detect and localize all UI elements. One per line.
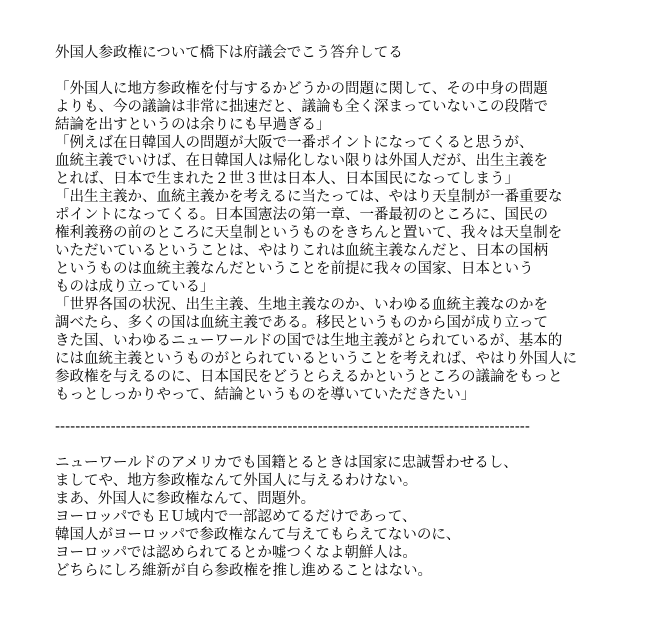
quote-line: 「世界各国の状況、出生主義、生地主義なのか、いわゆる血統主義なのかを xyxy=(55,297,548,313)
comment-line: ましてや、地方参政権なんて外国人に与えるわけない。 xyxy=(55,473,418,489)
separator-line: ---------------------------------------------------------------------------------------------- xyxy=(55,419,530,435)
comment-line: まあ、外国人に参政権なんて、問題外。 xyxy=(55,491,316,507)
quote-line: 結論を出すというのは余りにも早過ぎる」 xyxy=(55,117,331,133)
quoted-answer xyxy=(55,80,665,404)
quote-line: よりも、今の議論は非常に拙速だと、議論も全く深まっていないこの段階で xyxy=(55,99,548,115)
quote-line: 血統主義でいけば、在日韓国人は帰化しない限りは外国人だが、出生主義を xyxy=(55,153,548,169)
quote-line: 参政権を与えるのに、日本国民をどうとらえるかというところの議論をもっと xyxy=(55,369,563,385)
comment-line: ヨーロッパでもＥＵ域内で一部認めてるだけであって、 xyxy=(55,509,417,525)
comment-line: ニューワールドのアメリカでも国籍とるときは国家に忠誠誓わせるし、 xyxy=(55,455,518,471)
quote-line: 「例えば在日韓国人の問題が大阪で一番ポイントになってくると思うが、 xyxy=(55,135,534,151)
post-heading: 外国人参政権について橋下は府議会でこう答弁してる xyxy=(55,45,403,61)
quote-line: ものは成り立っている」 xyxy=(55,279,215,295)
post-body xyxy=(55,44,665,580)
comment-line: ヨーロッパでは認められてるとか嘘つくなよ朝鮮人は。 xyxy=(55,545,417,561)
quote-line: 「出生主義か、血統主義かを考えるに当たっては、やはり天皇制が一番重要な xyxy=(55,189,563,205)
quote-line: とれば、日本で生まれた２世３世は日本人、日本国民になってしまう」 xyxy=(55,171,519,187)
comment-line: 韓国人がヨーロッパで参政権なんて与えてもらえてないのに、 xyxy=(55,527,461,543)
quote-line: には血統主義というものがとられているということを考えれば、やはり外国人に xyxy=(55,351,577,367)
quote-line: きた国、いわゆるニューワールドの国では生地主義がとられているが、基本的 xyxy=(55,333,563,349)
comment-line: どちらにしろ維新が自ら参政権を推し進めることはない。 xyxy=(55,563,432,579)
quote-line: いただいているということは、やはりこれは血統主義なんだと、日本の国柄 xyxy=(55,243,548,259)
commentary xyxy=(55,454,665,580)
quote-line: 調べたら、多くの国は血統主義である。移民というものから国が成り立って xyxy=(55,315,548,331)
quote-line: 権利義務の前のところに天皇制というものをきちんと置いて、我々は天皇制を xyxy=(55,225,563,241)
blank-line xyxy=(55,62,665,80)
blank-line xyxy=(55,436,665,454)
quote-line: ポイントになってくる。日本国憲法の第一章、一番最初のところに、国民の xyxy=(55,207,548,223)
quote-line: 「外国人に地方参政権を付与するかどうかの問題に関して、その中身の問題 xyxy=(55,81,548,97)
quote-line: というものは血統主義なんだということを前提に我々の国家、日本という xyxy=(55,261,534,277)
blank-line xyxy=(55,404,665,414)
quote-line: もっとしっかりやって、結論というものを導いていただきたい」 xyxy=(55,387,476,403)
